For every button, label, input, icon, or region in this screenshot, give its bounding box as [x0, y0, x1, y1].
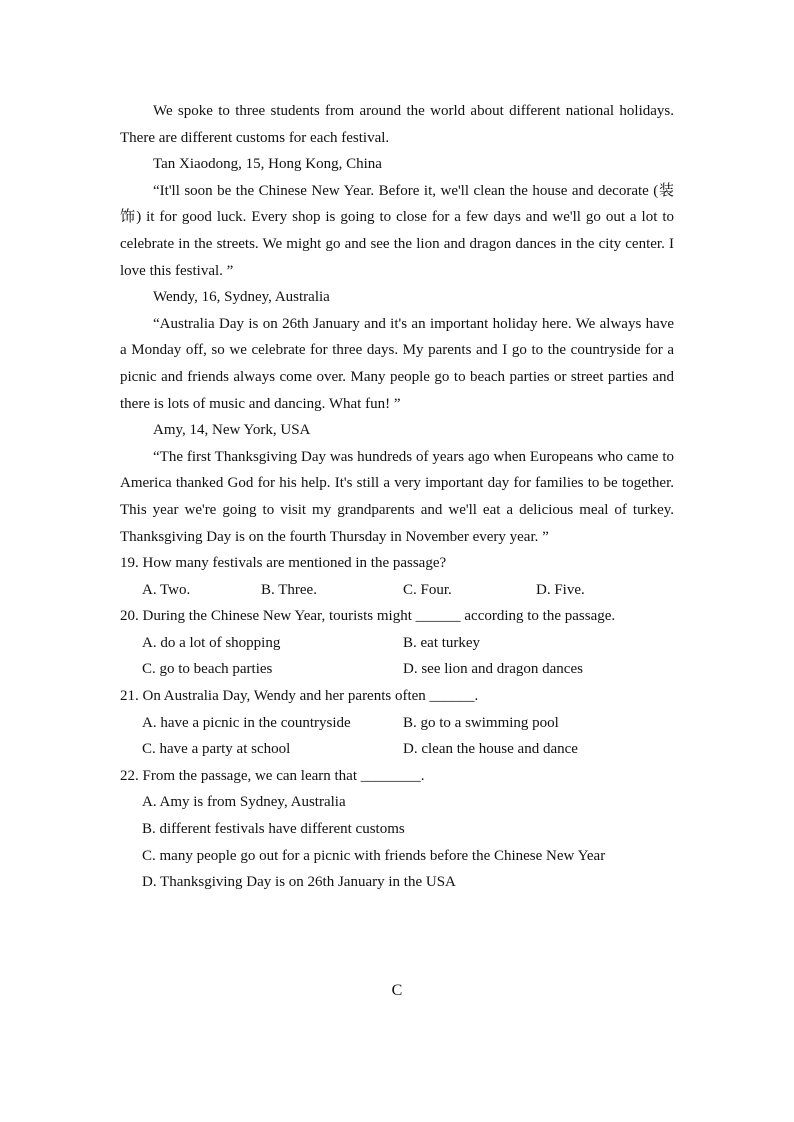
question-22-stem: 22. From the passage, we can learn that ________.	[120, 767, 425, 784]
speaker-wendy: Wendy, 16, Sydney, Australia	[153, 289, 330, 306]
question-19-options	[120, 577, 674, 604]
speaker-tan-xiaodong: Tan Xiaodong, 15, Hong Kong, China	[153, 156, 382, 173]
question-21-stem: 21. On Australia Day, Wendy and her parents often ______.	[120, 688, 479, 705]
question-21-options-row-2	[120, 736, 674, 763]
question-19-option-c: C. Four.	[403, 581, 452, 598]
question-19-option-d: D. Five.	[536, 581, 585, 598]
question-21-options-row-1	[120, 710, 674, 737]
question-19-option-b: B. Three.	[261, 581, 317, 598]
question-20-options-row-2	[120, 656, 674, 683]
question-21-option-b: B. go to a swimming pool	[403, 714, 559, 731]
question-22-option-b: B. different festivals have different customs	[142, 821, 405, 838]
question-22-option-a: A. Amy is from Sydney, Australia	[142, 794, 346, 811]
section-label: C	[391, 982, 403, 999]
question-20-stem: 20. During the Chinese New Year, tourists might ______ according to the passage.	[120, 608, 616, 625]
question-19	[120, 550, 674, 603]
question-21	[120, 683, 674, 763]
question-20	[120, 603, 674, 683]
passage-intro: We spoke to three students from around the world about different national holidays. There are different customs for each festival.	[120, 103, 674, 146]
quote-tan-xiaodong: “It'll soon be the Chinese New Year. Before it, we'll clean the house and decorate (装饰) it for good luck. Every shop is going to close for a few days and we'll go out a lot to celebrate in the streets. We might go and see the lion and dragon dances in the city center. I love this festival. ”	[120, 182, 674, 279]
question-20-option-d: D. see lion and dragon dances	[403, 661, 583, 678]
speaker-amy: Amy, 14, New York, USA	[153, 422, 311, 439]
quote-wendy: “Australia Day is on 26th January and it's an important holiday here. We always have a Monday off, so we celebrate for three days. My parents and I go to the countryside for a picnic and friends always come over. Many people go to beach parties or street parties and there is lots of music and dancing. What fun! ”	[120, 315, 674, 412]
question-22	[120, 763, 674, 896]
question-20-options-row-1	[120, 630, 674, 657]
question-22-option-d: D. Thanksgiving Day is on 26th January in the USA	[142, 874, 456, 891]
question-20-option-b: B. eat turkey	[403, 634, 481, 651]
question-19-option-a: A. Two.	[142, 581, 191, 598]
question-21-option-a: A. have a picnic in the countryside	[142, 714, 351, 731]
question-20-option-c: C. go to beach parties	[142, 661, 273, 678]
question-22-option-c: C. many people go out for a picnic with friends before the Chinese New Year	[142, 847, 606, 864]
question-19-stem: 19. How many festivals are mentioned in the passage?	[120, 555, 447, 572]
question-21-option-c: C. have a party at school	[142, 741, 291, 758]
question-21-option-d: D. clean the house and dance	[403, 741, 578, 758]
quote-amy: “The first Thanksgiving Day was hundreds of years ago when Europeans who came to America thanked God for his help. It's still a very important day for families to be together. This year we're going to visit my grandparents and we'll eat a delicious meal of turkey. Thanksgiving Day is on the fourth Thursday in November every year. ”	[120, 448, 674, 545]
question-20-option-a: A. do a lot of shopping	[142, 634, 281, 651]
reading-passage	[120, 98, 674, 896]
